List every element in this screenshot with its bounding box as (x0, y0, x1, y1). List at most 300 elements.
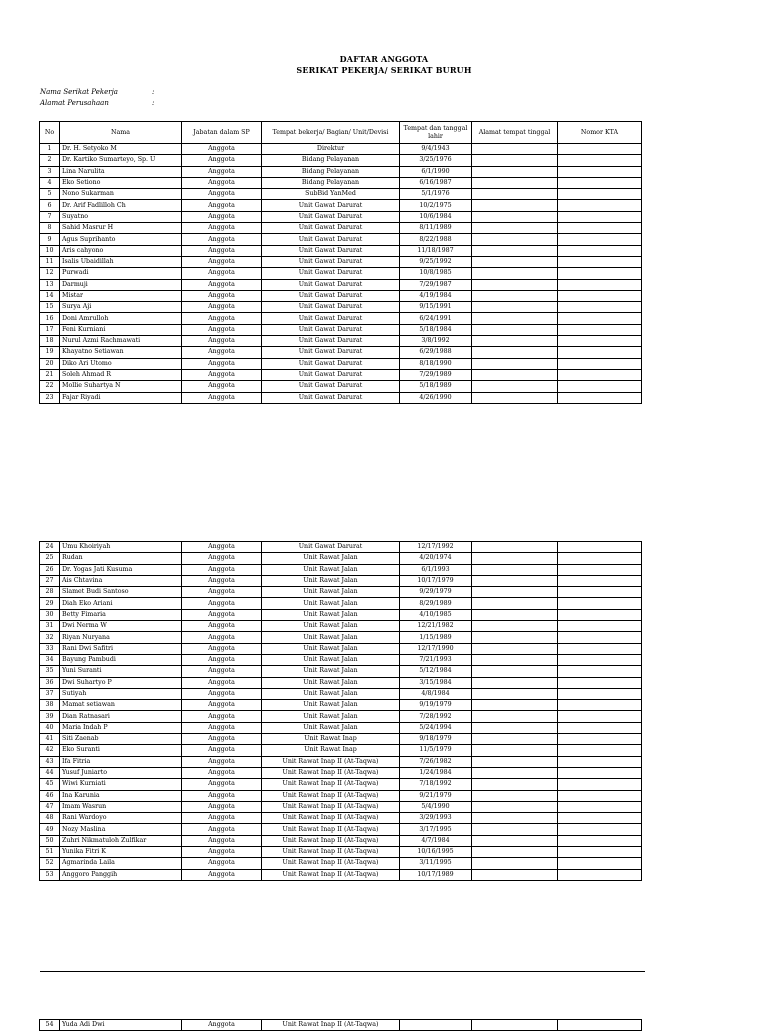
cell-position: Anggota (182, 347, 262, 358)
cell-birth: 3/29/1993 (400, 813, 472, 824)
cell-no: 24 (40, 542, 60, 553)
cell-workplace: Unit Rawat Jalan (262, 688, 400, 699)
cell-address (472, 268, 558, 279)
table-row (40, 813, 642, 824)
table-row (40, 369, 642, 380)
cell-birth: 11/18/1987 (400, 245, 472, 256)
cell-kta (558, 234, 642, 245)
cell-kta (558, 847, 642, 858)
cell-position: Anggota (182, 234, 262, 245)
cell-address (472, 587, 558, 598)
cell-kta (558, 858, 642, 869)
cell-no: 44 (40, 767, 60, 778)
table-row (40, 553, 642, 564)
table-row (40, 609, 642, 620)
cell-birth: 5/18/1989 (400, 381, 472, 392)
document-subtitle: SERIKAT PEKERJA/ SERIKAT BURUH (296, 65, 472, 75)
cell-address (472, 245, 558, 256)
cell-no: 7 (40, 211, 60, 222)
cell-birth: 1/15/1989 (400, 632, 472, 643)
cell-name: Ifa Fitria (60, 756, 182, 767)
cell-name: Umu Khoiriyah (60, 542, 182, 553)
cell-address (472, 369, 558, 380)
table-row (40, 564, 642, 575)
cell-name: Ina Karunia (60, 790, 182, 801)
cell-name: Rani Wardoyo (60, 813, 182, 824)
cell-workplace: Unit Gawat Darurat (262, 245, 400, 256)
cell-no: 27 (40, 575, 60, 586)
meta-label: Alamat Perusahaan (40, 99, 109, 107)
cell-name: Feni Kurniani (60, 324, 182, 335)
cell-no: 49 (40, 824, 60, 835)
cell-no: 22 (40, 381, 60, 392)
cell-workplace: Unit Rawat Inap II (At-Taqwa) (262, 1020, 400, 1031)
cell-name: Dr. H. Setyoko M (60, 144, 182, 155)
cell-position: Anggota (182, 700, 262, 711)
cell-no: 50 (40, 835, 60, 846)
cell-workplace: Unit Rawat Inap II (At-Taqwa) (262, 835, 400, 846)
cell-name: Yunika Fitri K (60, 847, 182, 858)
cell-birth: 8/18/1990 (400, 358, 472, 369)
cell-birth: 4/20/1974 (400, 553, 472, 564)
table-row (40, 643, 642, 654)
cell-birth: 4/19/1984 (400, 290, 472, 301)
cell-workplace: Unit Gawat Darurat (262, 542, 400, 553)
cell-address (472, 869, 558, 880)
cell-no: 19 (40, 347, 60, 358)
cell-birth: 12/17/1992 (400, 542, 472, 553)
cell-position: Anggota (182, 734, 262, 745)
cell-name: Bayung Pambudi (60, 654, 182, 665)
cell-kta (558, 245, 642, 256)
cell-position: Anggota (182, 358, 262, 369)
cell-kta (558, 790, 642, 801)
cell-birth: 12/21/1982 (400, 621, 472, 632)
cell-address (472, 177, 558, 188)
table-row (40, 268, 642, 279)
cell-workplace: Unit Gawat Darurat (262, 200, 400, 211)
table-row (40, 1020, 642, 1031)
cell-position: Anggota (182, 155, 262, 166)
cell-birth: 5/18/1984 (400, 324, 472, 335)
cell-kta (558, 632, 642, 643)
cell-address (472, 336, 558, 347)
cell-workplace: Unit Rawat Jalan (262, 564, 400, 575)
table-row (40, 677, 642, 688)
cell-address (472, 256, 558, 267)
cell-position: Anggota (182, 189, 262, 200)
cell-address (472, 847, 558, 858)
cell-name: Eko Setiono (60, 177, 182, 188)
cell-kta (558, 290, 642, 301)
table-row (40, 869, 642, 880)
header-birth: Tempat dan tanggal lahir (400, 122, 472, 144)
cell-no: 14 (40, 290, 60, 301)
table-row (40, 711, 642, 722)
cell-no: 35 (40, 666, 60, 677)
cell-workplace: Unit Rawat Inap II (At-Taqwa) (262, 847, 400, 858)
cell-address (472, 767, 558, 778)
table-row (40, 700, 642, 711)
cell-address (472, 609, 558, 620)
cell-no: 33 (40, 643, 60, 654)
cell-position: Anggota (182, 643, 262, 654)
table-row (40, 234, 642, 245)
cell-no: 18 (40, 336, 60, 347)
meta-label: Nama Serikat Pekerja (40, 88, 118, 96)
cell-workplace: Unit Gawat Darurat (262, 324, 400, 335)
table-row (40, 756, 642, 767)
cell-address (472, 234, 558, 245)
cell-name: Riyan Nuryana (60, 632, 182, 643)
cell-address (472, 722, 558, 733)
cell-kta (558, 767, 642, 778)
cell-no: 30 (40, 609, 60, 620)
cell-position: Anggota (182, 223, 262, 234)
cell-no: 16 (40, 313, 60, 324)
cell-address (472, 542, 558, 553)
table-row (40, 767, 642, 778)
cell-workplace: Unit Gawat Darurat (262, 256, 400, 267)
cell-position: Anggota (182, 609, 262, 620)
cell-name: Mistar (60, 290, 182, 301)
cell-position: Anggota (182, 790, 262, 801)
cell-birth: 1/24/1984 (400, 767, 472, 778)
cell-kta (558, 869, 642, 880)
cell-kta (558, 324, 642, 335)
cell-position: Anggota (182, 767, 262, 778)
cell-no: 40 (40, 722, 60, 733)
cell-no: 37 (40, 688, 60, 699)
cell-kta (558, 256, 642, 267)
cell-birth: 9/15/1991 (400, 302, 472, 313)
cell-name: Fajar Riyadi (60, 392, 182, 403)
cell-no: 20 (40, 358, 60, 369)
cell-name: Dwi Nerma W (60, 621, 182, 632)
cell-name: Zuhri Nikmatuloh Zulfikar (60, 835, 182, 846)
cell-birth: 8/11/1989 (400, 223, 472, 234)
cell-name: Surya Aji (60, 302, 182, 313)
cell-no: 46 (40, 790, 60, 801)
cell-no: 52 (40, 858, 60, 869)
table-row (40, 801, 642, 812)
cell-no: 29 (40, 598, 60, 609)
cell-kta (558, 666, 642, 677)
cell-address (472, 290, 558, 301)
cell-kta (558, 279, 642, 290)
cell-workplace: Unit Rawat Inap II (At-Taqwa) (262, 824, 400, 835)
cell-address (472, 211, 558, 222)
cell-position: Anggota (182, 598, 262, 609)
cell-name: Sahid Masrur H (60, 223, 182, 234)
cell-name: Mamat setiawan (60, 700, 182, 711)
header-workplace: Tempat bekerja/ Bagian/ Unit/Devisi (262, 122, 400, 144)
cell-birth: 10/2/1975 (400, 200, 472, 211)
cell-kta (558, 381, 642, 392)
cell-address (472, 358, 558, 369)
cell-name: Imam Wasrun (60, 801, 182, 812)
cell-kta (558, 688, 642, 699)
meta-colon: : (152, 88, 155, 96)
table-row (40, 688, 642, 699)
cell-workplace: Unit Rawat Inap (262, 734, 400, 745)
cell-workplace: Unit Gawat Darurat (262, 313, 400, 324)
cell-kta (558, 835, 642, 846)
cell-address (472, 835, 558, 846)
cell-kta (558, 734, 642, 745)
cell-workplace: Unit Rawat Jalan (262, 666, 400, 677)
cell-birth: 7/28/1992 (400, 711, 472, 722)
cell-kta (558, 268, 642, 279)
cell-kta (558, 144, 642, 155)
cell-birth: 11/5/1979 (400, 745, 472, 756)
cell-birth: 3/15/1984 (400, 677, 472, 688)
cell-address (472, 564, 558, 575)
cell-no: 15 (40, 302, 60, 313)
cell-position: Anggota (182, 632, 262, 643)
table-row (40, 575, 642, 586)
cell-workplace: Unit Rawat Jalan (262, 677, 400, 688)
member-table-page-1 (39, 121, 642, 404)
cell-position: Anggota (182, 290, 262, 301)
cell-name: Wiwi Kurniati (60, 779, 182, 790)
cell-workplace: Unit Rawat Inap II (At-Taqwa) (262, 801, 400, 812)
cell-address (472, 813, 558, 824)
cell-name: Yusuf Juniarto (60, 767, 182, 778)
cell-position: Anggota (182, 711, 262, 722)
cell-name: Rani Dwi Safitri (60, 643, 182, 654)
cell-kta (558, 177, 642, 188)
cell-workplace: Unit Gawat Darurat (262, 290, 400, 301)
cell-name: Soleh Ahmad R (60, 369, 182, 380)
table-row (40, 279, 642, 290)
cell-kta (558, 813, 642, 824)
header-address: Alamat tempat tinggal (472, 122, 558, 144)
table-row (40, 256, 642, 267)
cell-kta (558, 575, 642, 586)
cell-position: Anggota (182, 336, 262, 347)
table-row (40, 211, 642, 222)
cell-address (472, 745, 558, 756)
cell-no: 43 (40, 756, 60, 767)
cell-name: Nono Sukarman (60, 189, 182, 200)
cell-workplace: Unit Gawat Darurat (262, 336, 400, 347)
table-row (40, 381, 642, 392)
cell-name: Lina Narulita (60, 166, 182, 177)
cell-name: Diah Eko Ariani (60, 598, 182, 609)
cell-no: 34 (40, 654, 60, 665)
cell-birth: 3/17/1995 (400, 824, 472, 835)
cell-workplace: Unit Gawat Darurat (262, 358, 400, 369)
cell-kta (558, 587, 642, 598)
cell-name: Mollie Suhartya N (60, 381, 182, 392)
cell-name: Nozy Maslina (60, 824, 182, 835)
cell-name: Dr. Arif Fadlilloh Ch (60, 200, 182, 211)
cell-workplace: Unit Rawat Jalan (262, 587, 400, 598)
cell-workplace: Unit Gawat Darurat (262, 369, 400, 380)
cell-workplace: Unit Rawat Jalan (262, 598, 400, 609)
cell-address (472, 313, 558, 324)
table-row (40, 358, 642, 369)
cell-birth: 4/10/1985 (400, 609, 472, 620)
cell-workplace: Unit Rawat Inap II (At-Taqwa) (262, 756, 400, 767)
cell-address (472, 824, 558, 835)
cell-position: Anggota (182, 756, 262, 767)
cell-address (472, 381, 558, 392)
cell-birth (400, 1020, 472, 1031)
table-row (40, 734, 642, 745)
table-row (40, 621, 642, 632)
cell-address (472, 392, 558, 403)
cell-name: Nurul Azmi Rachmawati (60, 336, 182, 347)
cell-birth: 9/19/1979 (400, 700, 472, 711)
cell-workplace: Unit Rawat Jalan (262, 553, 400, 564)
table-row (40, 245, 642, 256)
table-row (40, 144, 642, 155)
cell-address (472, 144, 558, 155)
cell-workplace: Unit Gawat Darurat (262, 381, 400, 392)
cell-birth: 10/16/1995 (400, 847, 472, 858)
cell-position: Anggota (182, 245, 262, 256)
cell-name: Doni Amrulloh (60, 313, 182, 324)
cell-address (472, 324, 558, 335)
table-row (40, 542, 642, 553)
cell-no: 45 (40, 779, 60, 790)
table-row (40, 347, 642, 358)
cell-birth: 7/26/1982 (400, 756, 472, 767)
cell-name: Slamet Budi Santoso (60, 587, 182, 598)
cell-position: Anggota (182, 688, 262, 699)
cell-address (472, 200, 558, 211)
cell-kta (558, 700, 642, 711)
cell-birth: 10/8/1985 (400, 268, 472, 279)
cell-no: 42 (40, 745, 60, 756)
cell-kta (558, 313, 642, 324)
table-row (40, 324, 642, 335)
cell-workplace: Unit Gawat Darurat (262, 211, 400, 222)
cell-position: Anggota (182, 200, 262, 211)
cell-no: 6 (40, 200, 60, 211)
cell-position: Anggota (182, 858, 262, 869)
cell-position: Anggota (182, 801, 262, 812)
cell-birth: 5/4/1990 (400, 801, 472, 812)
cell-address (472, 223, 558, 234)
table-row (40, 598, 642, 609)
cell-kta (558, 801, 642, 812)
cell-address (472, 677, 558, 688)
cell-no: 8 (40, 223, 60, 234)
table-row (40, 336, 642, 347)
cell-birth: 8/29/1989 (400, 598, 472, 609)
cell-position: Anggota (182, 256, 262, 267)
document-title: DAFTAR ANGGOTA (339, 54, 429, 64)
cell-position: Anggota (182, 779, 262, 790)
cell-address (472, 666, 558, 677)
cell-address (472, 598, 558, 609)
cell-birth: 10/17/1979 (400, 575, 472, 586)
cell-no: 4 (40, 177, 60, 188)
cell-kta (558, 302, 642, 313)
cell-no: 12 (40, 268, 60, 279)
cell-no: 28 (40, 587, 60, 598)
cell-address (472, 621, 558, 632)
cell-address (472, 801, 558, 812)
cell-name: Dr. Kartiko Sumarteyo, Sp. U (60, 155, 182, 166)
cell-kta (558, 711, 642, 722)
cell-position: Anggota (182, 324, 262, 335)
cell-no: 9 (40, 234, 60, 245)
cell-position: Anggota (182, 144, 262, 155)
table-row (40, 666, 642, 677)
cell-position: Anggota (182, 677, 262, 688)
cell-workplace: Unit Rawat Jalan (262, 700, 400, 711)
cell-workplace: Unit Rawat Jalan (262, 621, 400, 632)
cell-name: Isalis Ubaidillah (60, 256, 182, 267)
cell-no: 26 (40, 564, 60, 575)
cell-no: 3 (40, 166, 60, 177)
table-row (40, 858, 642, 869)
cell-no: 54 (40, 1020, 60, 1031)
cell-workplace: Unit Gawat Darurat (262, 268, 400, 279)
cell-kta (558, 621, 642, 632)
cell-workplace: Unit Rawat Inap (262, 745, 400, 756)
cell-no: 17 (40, 324, 60, 335)
cell-birth: 6/1/1993 (400, 564, 472, 575)
cell-address (472, 711, 558, 722)
cell-workplace: Unit Rawat Jalan (262, 722, 400, 733)
cell-kta (558, 336, 642, 347)
cell-birth: 8/22/1988 (400, 234, 472, 245)
cell-name: Sutiyah (60, 688, 182, 699)
cell-position: Anggota (182, 722, 262, 733)
cell-workplace: Unit Gawat Darurat (262, 279, 400, 290)
member-table-page-2 (39, 541, 642, 881)
table-row (40, 835, 642, 846)
cell-workplace: Bidang Pelayanan (262, 166, 400, 177)
table-row (40, 177, 642, 188)
cell-address (472, 688, 558, 699)
cell-birth: 6/24/1991 (400, 313, 472, 324)
table-row (40, 392, 642, 403)
cell-kta (558, 745, 642, 756)
table-row (40, 313, 642, 324)
cell-address (472, 575, 558, 586)
cell-birth: 7/29/1987 (400, 279, 472, 290)
cell-workplace: Unit Gawat Darurat (262, 234, 400, 245)
cell-no: 10 (40, 245, 60, 256)
cell-address (472, 347, 558, 358)
cell-position: Anggota (182, 1020, 262, 1031)
cell-kta (558, 654, 642, 665)
cell-birth: 3/11/1995 (400, 858, 472, 869)
cell-name: Darmuji (60, 279, 182, 290)
cell-address (472, 166, 558, 177)
cell-workplace: Unit Rawat Inap II (At-Taqwa) (262, 813, 400, 824)
cell-workplace: Unit Rawat Jalan (262, 575, 400, 586)
table-row (40, 824, 642, 835)
cell-no: 41 (40, 734, 60, 745)
cell-birth: 5/1/1976 (400, 189, 472, 200)
cell-position: Anggota (182, 824, 262, 835)
cell-kta (558, 358, 642, 369)
cell-kta (558, 211, 642, 222)
cell-address (472, 756, 558, 767)
cell-workplace: Unit Gawat Darurat (262, 223, 400, 234)
cell-name: Rudan (60, 553, 182, 564)
cell-position: Anggota (182, 381, 262, 392)
cell-kta (558, 824, 642, 835)
cell-kta (558, 542, 642, 553)
